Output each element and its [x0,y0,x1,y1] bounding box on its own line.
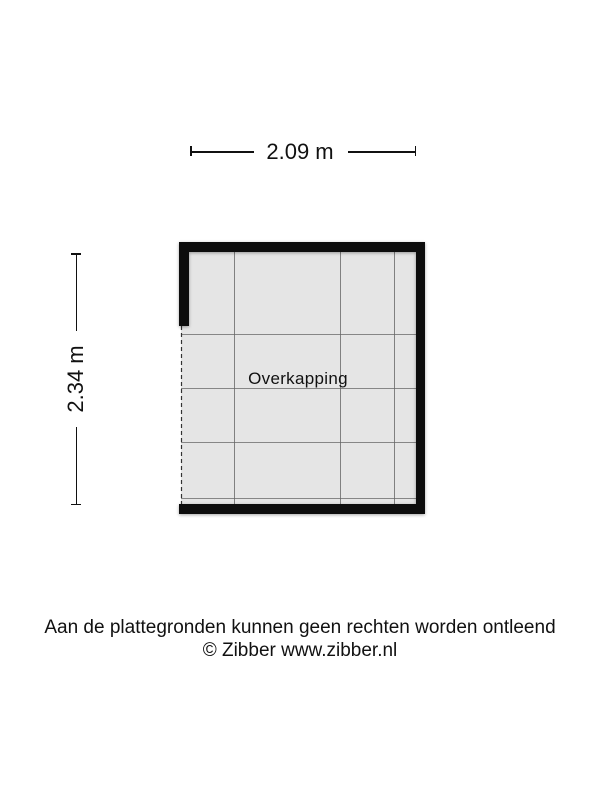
height-dimension-line-top [76,253,78,331]
height-dimension-line-bottom [76,427,78,505]
width-dimension [190,140,416,164]
width-dimension-label: 2.09 m [266,139,334,164]
height-dimension-tick-bottom [71,504,81,506]
height-dimension [62,253,90,505]
wall-right [416,242,425,514]
wall-top [179,242,425,252]
width-dimension-line-left [190,151,254,153]
wall-bottom [179,504,425,514]
height-dimension-label: 2.34 m [63,345,88,413]
room-label: Overkapping [248,369,348,388]
width-dimension-tick-right [415,146,417,156]
disclaimer-text: Aan de plattegronden kunnen geen rechten worden ontleend [44,617,556,638]
width-dimension-line-right [348,151,416,153]
wall-left-stub [179,242,189,326]
copyright-text: © Zibber www.zibber.nl [202,640,398,661]
